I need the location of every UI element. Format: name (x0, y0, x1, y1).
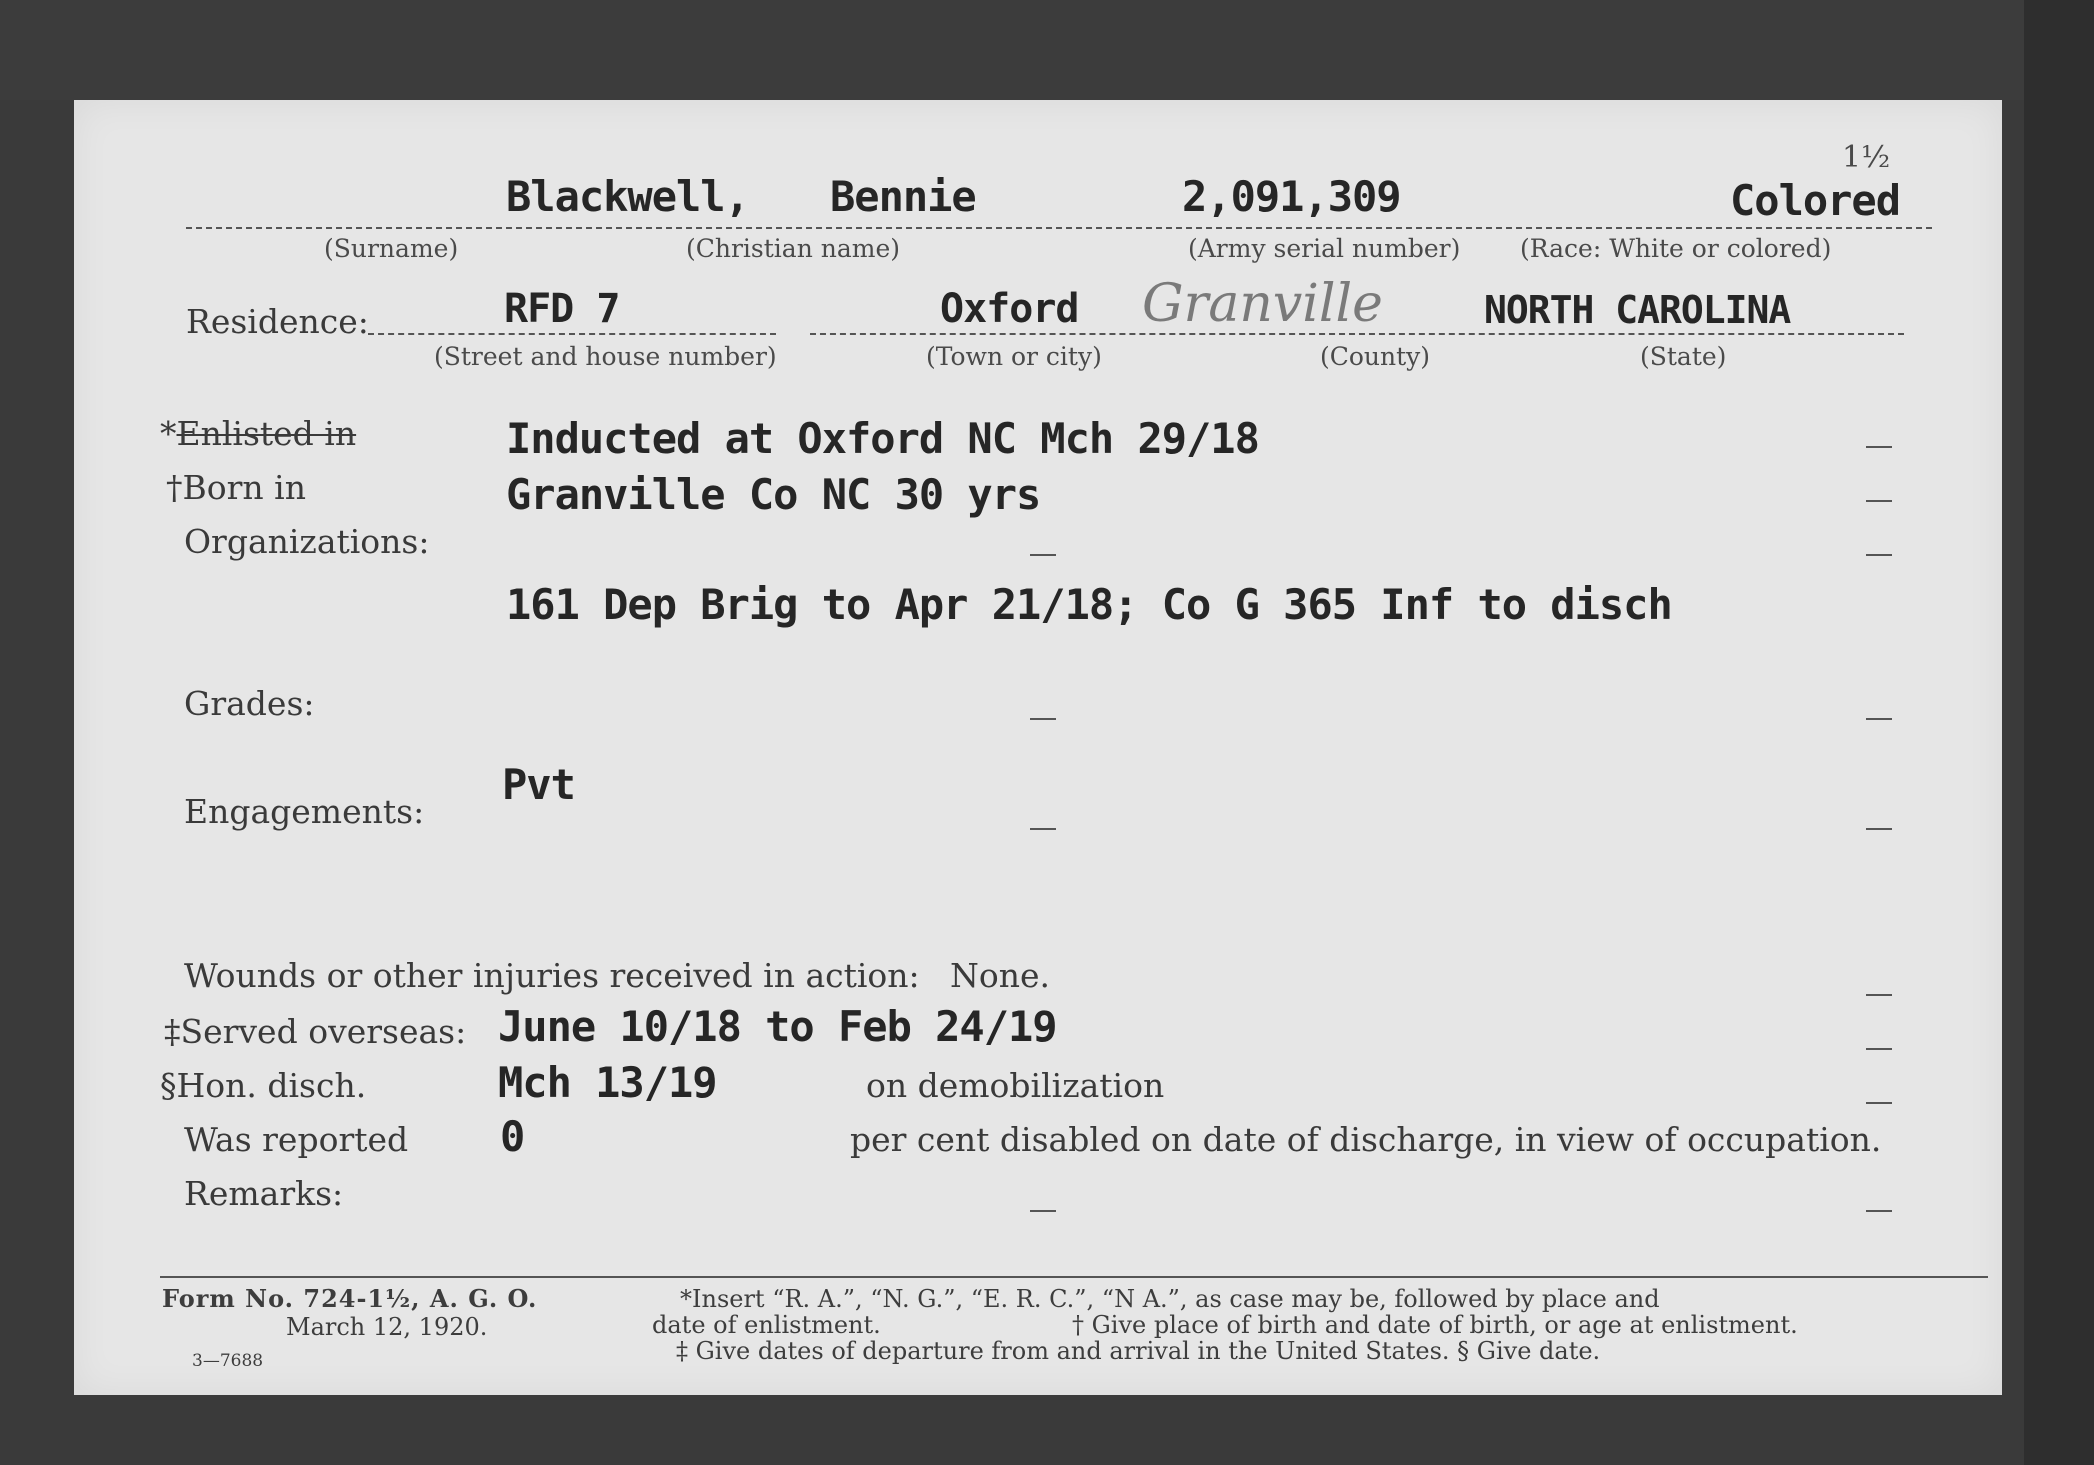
overseas-value: June 10/18 to Feb 24/19 (498, 1002, 1057, 1051)
christian-name-caption: (Christian name) (686, 234, 901, 263)
grades-value: Pvt (502, 760, 575, 809)
wounds-value: None. (950, 956, 1051, 995)
born-label (166, 468, 306, 507)
born-label-text: Born in (182, 468, 306, 507)
serial-number-value: 2,091,309 (1182, 172, 1401, 221)
christian-name-value: Bennie (830, 172, 976, 221)
race-value: Colored (1730, 176, 1901, 225)
form-date: March 12, 1920. (286, 1313, 488, 1341)
reported-label: Was reported (184, 1120, 409, 1159)
county-caption: (County) (1320, 342, 1431, 371)
reported-text: per cent disabled on date of discharge, in view of occupation. (850, 1120, 1882, 1159)
fraction-mark: 1½ (1842, 140, 1891, 175)
engagements-label: Engagements: (184, 792, 425, 831)
header-line (186, 227, 1932, 229)
right-tick-1 (1866, 446, 1892, 448)
enlisted-label (160, 414, 356, 453)
scan-background-right (2024, 0, 2094, 1465)
footnote-birth: † Give place of birth and date of birth, or age at enlistment. (1072, 1311, 1798, 1339)
discharge-reason: on demobilization (866, 1066, 1165, 1105)
overseas-label-text: Served overseas: (180, 1012, 467, 1051)
serial-number-caption: (Army serial number) (1188, 234, 1461, 263)
right-tick-2 (1866, 500, 1892, 502)
right-tick-9 (1866, 1210, 1892, 1212)
discharge-date-value: Mch 13/19 (498, 1058, 717, 1107)
right-tick-8 (1866, 1102, 1892, 1104)
right-tick-4 (1866, 718, 1892, 720)
surname-value: Blackwell, (506, 172, 749, 221)
enlisted-asterisk: * (160, 414, 177, 453)
footnote-insert-cont: date of enlistment. (652, 1311, 881, 1339)
footer-rule (160, 1276, 1988, 1278)
county-handwritten-value: Granville (1142, 274, 1383, 334)
born-value: Granville Co NC 30 yrs (506, 470, 1041, 519)
footnote-overseas: ‡ Give dates of departure from and arrival in the United States. § Give date. (676, 1337, 1601, 1365)
overseas-double-dagger: ‡ (164, 1012, 181, 1051)
remarks-middle-tick (1030, 1210, 1056, 1212)
reported-value: 0 (500, 1112, 525, 1161)
born-dagger: † (166, 468, 183, 507)
grades-middle-tick (1030, 718, 1056, 720)
organizations-label: Organizations: (184, 522, 430, 561)
form-code: 3—7688 (192, 1351, 264, 1371)
street-line (368, 333, 776, 335)
scan-background-top (0, 0, 2094, 100)
enlisted-label-text: Enlisted in (176, 414, 357, 453)
street-caption: (Street and house number) (434, 342, 777, 371)
overseas-label (164, 1012, 466, 1051)
residence-label: Residence: (186, 302, 369, 341)
right-tick-6 (1866, 994, 1892, 996)
surname-caption: (Surname) (324, 234, 459, 263)
right-tick-7 (1866, 1048, 1892, 1050)
service-record-card (74, 100, 2002, 1395)
discharge-label (160, 1066, 366, 1105)
engagements-middle-tick (1030, 828, 1056, 830)
grades-label: Grades: (184, 684, 315, 723)
footnote-insert: *Insert “R. A.”, “N. G.”, “E. R. C.”, “N A.”, as case may be, followed by place and (680, 1285, 1660, 1313)
form-number: Form No. 724-1½, A. G. O. (162, 1284, 538, 1313)
organizations-value: 161 Dep Brig to Apr 21/18; Co G 365 Inf to disch (506, 580, 1672, 629)
town-county-state-line (810, 333, 1904, 335)
state-value: NORTH CAROLINA (1484, 288, 1791, 332)
enlisted-value: Inducted at Oxford NC Mch 29/18 (506, 414, 1259, 463)
right-tick-5 (1866, 828, 1892, 830)
discharge-label-text: Hon. disch. (176, 1066, 367, 1105)
wounds-label: Wounds or other injuries received in action: (184, 956, 920, 995)
race-caption: (Race: White or colored) (1520, 234, 1832, 263)
town-caption: (Town or city) (926, 342, 1102, 371)
state-caption: (State) (1640, 342, 1727, 371)
right-tick-3 (1866, 554, 1892, 556)
town-value: Oxford (940, 286, 1079, 332)
street-value: RFD 7 (504, 286, 620, 332)
discharge-section-mark: § (160, 1066, 177, 1105)
remarks-label: Remarks: (184, 1174, 344, 1213)
organizations-middle-tick (1030, 554, 1056, 556)
